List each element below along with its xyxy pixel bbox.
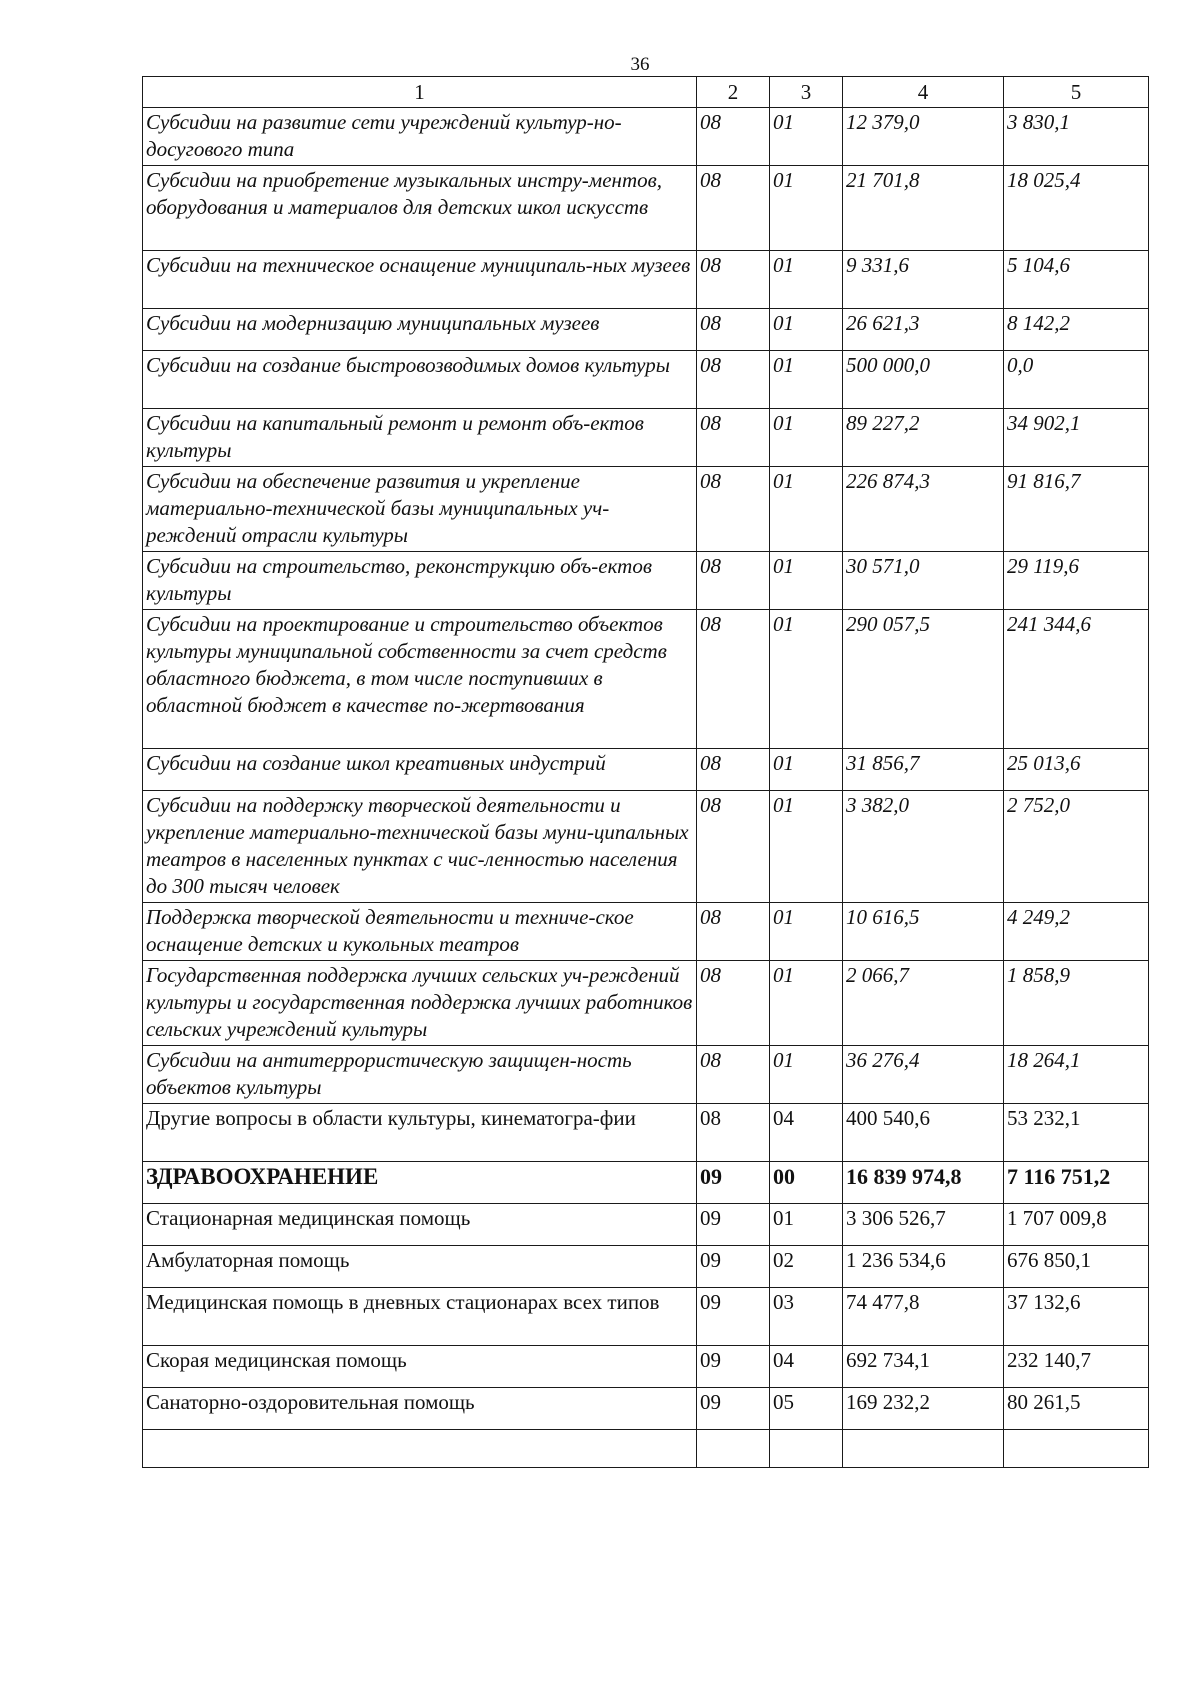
table-row xyxy=(143,108,1149,166)
row-subsection-code: 01 xyxy=(770,309,843,351)
row-section-code: 08 xyxy=(697,749,770,791)
row-section-code: 08 xyxy=(697,961,770,1046)
row-subsection-code: 02 xyxy=(770,1246,843,1288)
table-row xyxy=(143,1246,1149,1288)
row-section-code: 08 xyxy=(697,903,770,961)
row-section-code: 09 xyxy=(697,1388,770,1430)
row-value-col4: 692 734,1 xyxy=(843,1346,1004,1388)
empty-cell xyxy=(697,1430,770,1468)
row-section-code: 08 xyxy=(697,309,770,351)
row-section-code: 08 xyxy=(697,166,770,251)
table-row xyxy=(143,1388,1149,1430)
row-value-col4: 169 232,2 xyxy=(843,1388,1004,1430)
row-section-code: 09 xyxy=(697,1288,770,1346)
row-value-col5: 91 816,7 xyxy=(1004,467,1149,552)
row-section-code: 08 xyxy=(697,1046,770,1104)
table-row xyxy=(143,1104,1149,1162)
row-name-cell: Санаторно-оздоровительная помощь xyxy=(143,1388,697,1430)
row-value-col4: 74 477,8 xyxy=(843,1288,1004,1346)
row-value-col4: 290 057,5 xyxy=(843,610,1004,749)
row-subsection-code: 04 xyxy=(770,1346,843,1388)
row-value-col4: 3 382,0 xyxy=(843,791,1004,903)
row-value-col4: 9 331,6 xyxy=(843,251,1004,309)
row-section-code: 08 xyxy=(697,552,770,610)
page-number: 36 xyxy=(630,54,650,75)
row-section-code: 08 xyxy=(697,409,770,467)
row-value-col4: 21 701,8 xyxy=(843,166,1004,251)
table-row xyxy=(143,1046,1149,1104)
header-col-5: 5 xyxy=(1004,77,1149,108)
empty-row xyxy=(143,1430,1149,1468)
row-section-code: 08 xyxy=(697,108,770,166)
header-col-2: 2 xyxy=(697,77,770,108)
table-row xyxy=(143,166,1149,251)
row-section-code: 08 xyxy=(697,1104,770,1162)
row-section-code: 08 xyxy=(697,351,770,409)
row-value-col4: 16 839 974,8 xyxy=(843,1162,1004,1204)
row-subsection-code: 01 xyxy=(770,1046,843,1104)
row-name-cell: Субсидии на проектирование и строительство объектов культуры муниципальной собственности за счет средств областного бюджета, в том числе поступивших в областной бюджет в качестве по-жертвования xyxy=(143,610,697,749)
row-name-cell: Субсидии на антитеррористическую защищен-ность объектов культуры xyxy=(143,1046,697,1104)
header-col-1: 1 xyxy=(143,77,697,108)
row-value-col5: 18 264,1 xyxy=(1004,1046,1149,1104)
row-value-col5: 1 858,9 xyxy=(1004,961,1149,1046)
row-section-code: 09 xyxy=(697,1346,770,1388)
header-col-4: 4 xyxy=(843,77,1004,108)
table-row xyxy=(143,749,1149,791)
row-section-code: 09 xyxy=(697,1162,770,1204)
row-section-code: 09 xyxy=(697,1246,770,1288)
table-row xyxy=(143,903,1149,961)
row-value-col4: 26 621,3 xyxy=(843,309,1004,351)
row-name-cell: Субсидии на техническое оснащение муниципаль-ных музеев xyxy=(143,251,697,309)
row-value-col4: 36 276,4 xyxy=(843,1046,1004,1104)
table-row xyxy=(143,1346,1149,1388)
table-row xyxy=(143,961,1149,1046)
table-row xyxy=(143,552,1149,610)
row-value-col4: 400 540,6 xyxy=(843,1104,1004,1162)
row-value-col5: 53 232,1 xyxy=(1004,1104,1149,1162)
header-row xyxy=(143,77,1149,108)
row-section-code: 08 xyxy=(697,610,770,749)
row-value-col4: 12 379,0 xyxy=(843,108,1004,166)
row-name-cell: Субсидии на создание школ креативных индустрий xyxy=(143,749,697,791)
row-value-col5: 80 261,5 xyxy=(1004,1388,1149,1430)
row-value-col4: 31 856,7 xyxy=(843,749,1004,791)
row-value-col4: 226 874,3 xyxy=(843,467,1004,552)
row-name-cell: Государственная поддержка лучших сельских уч-реждений культуры и государственная поддержка лучших работников сельских учреждений культуры xyxy=(143,961,697,1046)
row-subsection-code: 01 xyxy=(770,351,843,409)
row-subsection-code: 04 xyxy=(770,1104,843,1162)
row-name-cell: Стационарная медицинская помощь xyxy=(143,1204,697,1246)
table-row xyxy=(143,1288,1149,1346)
row-subsection-code: 01 xyxy=(770,961,843,1046)
row-name-cell: Субсидии на создание быстровозводимых домов культуры xyxy=(143,351,697,409)
row-name-cell: Другие вопросы в области культуры, кинематогра-фии xyxy=(143,1104,697,1162)
row-name-cell: Субсидии на капитальный ремонт и ремонт объ-ектов культуры xyxy=(143,409,697,467)
table-row xyxy=(143,467,1149,552)
row-subsection-code: 01 xyxy=(770,108,843,166)
row-subsection-code: 05 xyxy=(770,1388,843,1430)
row-section-code: 09 xyxy=(697,1204,770,1246)
row-value-col5: 1 707 009,8 xyxy=(1004,1204,1149,1246)
budget-table xyxy=(142,76,1149,1468)
row-name-cell: Субсидии на поддержку творческой деятельности и укрепление материально-технической базы муни-ципальных театров в населенных пунктах с чис-ленностью населения до 300 тысяч человек xyxy=(143,791,697,903)
row-value-col5: 0,0 xyxy=(1004,351,1149,409)
row-value-col5: 25 013,6 xyxy=(1004,749,1149,791)
table-row xyxy=(143,1162,1149,1204)
row-name-cell: ЗДРАВООХРАНЕНИЕ xyxy=(143,1162,697,1204)
row-subsection-code: 01 xyxy=(770,610,843,749)
row-value-col5: 37 132,6 xyxy=(1004,1288,1149,1346)
row-name-cell: Поддержка творческой деятельности и техниче-ское оснащение детских и кукольных театров xyxy=(143,903,697,961)
row-name-cell: Медицинская помощь в дневных стационарах всех типов xyxy=(143,1288,697,1346)
empty-cell xyxy=(1004,1430,1149,1468)
row-subsection-code: 01 xyxy=(770,166,843,251)
row-subsection-code: 00 xyxy=(770,1162,843,1204)
table-header xyxy=(143,77,1149,108)
row-value-col5: 7 116 751,2 xyxy=(1004,1162,1149,1204)
row-value-col4: 500 000,0 xyxy=(843,351,1004,409)
empty-cell xyxy=(843,1430,1004,1468)
row-section-code: 08 xyxy=(697,791,770,903)
row-value-col4: 30 571,0 xyxy=(843,552,1004,610)
row-value-col5: 18 025,4 xyxy=(1004,166,1149,251)
table-row xyxy=(143,1204,1149,1246)
row-subsection-code: 01 xyxy=(770,749,843,791)
row-value-col5: 5 104,6 xyxy=(1004,251,1149,309)
row-value-col5: 2 752,0 xyxy=(1004,791,1149,903)
row-subsection-code: 01 xyxy=(770,903,843,961)
row-name-cell: Скорая медицинская помощь xyxy=(143,1346,697,1388)
row-value-col5: 232 140,7 xyxy=(1004,1346,1149,1388)
row-section-code: 08 xyxy=(697,251,770,309)
row-value-col5: 34 902,1 xyxy=(1004,409,1149,467)
row-subsection-code: 01 xyxy=(770,467,843,552)
row-name-cell: Субсидии на развитие сети учреждений культур-но-досугового типа xyxy=(143,108,697,166)
row-name-cell: Субсидии на строительство, реконструкцию объ-ектов культуры xyxy=(143,552,697,610)
row-value-col5: 8 142,2 xyxy=(1004,309,1149,351)
table-row xyxy=(143,351,1149,409)
row-subsection-code: 01 xyxy=(770,1204,843,1246)
row-subsection-code: 01 xyxy=(770,552,843,610)
row-value-col5: 4 249,2 xyxy=(1004,903,1149,961)
row-subsection-code: 01 xyxy=(770,251,843,309)
row-value-col5: 3 830,1 xyxy=(1004,108,1149,166)
table-row xyxy=(143,791,1149,903)
row-name-cell: Субсидии на обеспечение развития и укрепление материально-технической базы муниципальных уч-реждений отрасли культуры xyxy=(143,467,697,552)
table-body xyxy=(143,108,1149,1468)
row-name-cell: Субсидии на модернизацию муниципальных музеев xyxy=(143,309,697,351)
row-value-col5: 676 850,1 xyxy=(1004,1246,1149,1288)
row-name-cell: Амбулаторная помощь xyxy=(143,1246,697,1288)
table-row xyxy=(143,251,1149,309)
empty-cell xyxy=(143,1430,697,1468)
row-subsection-code: 01 xyxy=(770,791,843,903)
row-name-cell: Субсидии на приобретение музыкальных инстру-ментов, оборудования и материалов для детских школ искусств xyxy=(143,166,697,251)
empty-cell xyxy=(770,1430,843,1468)
table-row xyxy=(143,610,1149,749)
row-subsection-code: 01 xyxy=(770,409,843,467)
row-value-col5: 241 344,6 xyxy=(1004,610,1149,749)
table-row xyxy=(143,409,1149,467)
header-col-3: 3 xyxy=(770,77,843,108)
row-value-col4: 89 227,2 xyxy=(843,409,1004,467)
row-value-col4: 1 236 534,6 xyxy=(843,1246,1004,1288)
row-value-col4: 2 066,7 xyxy=(843,961,1004,1046)
row-value-col4: 3 306 526,7 xyxy=(843,1204,1004,1246)
row-value-col5: 29 119,6 xyxy=(1004,552,1149,610)
row-value-col4: 10 616,5 xyxy=(843,903,1004,961)
row-section-code: 08 xyxy=(697,467,770,552)
table-row xyxy=(143,309,1149,351)
row-subsection-code: 03 xyxy=(770,1288,843,1346)
